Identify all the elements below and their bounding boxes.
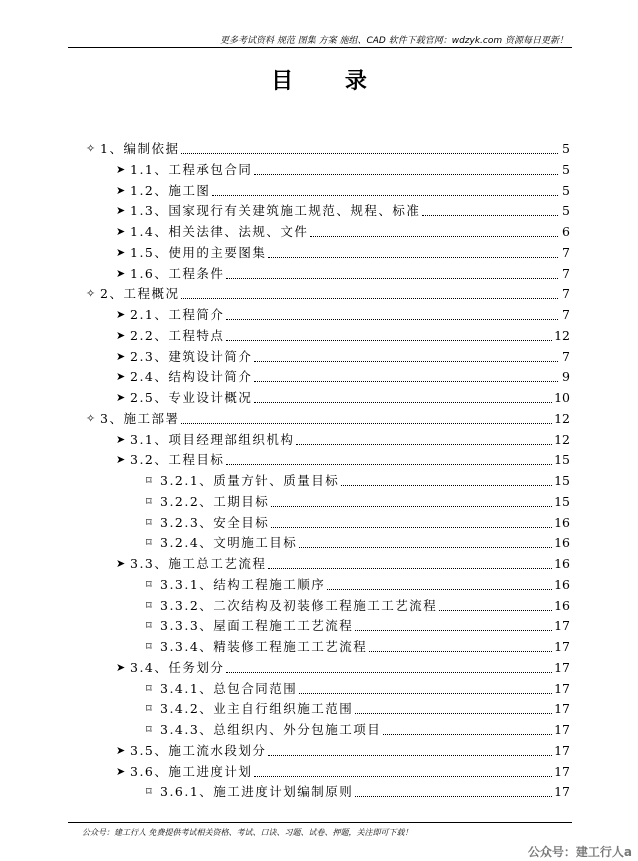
toc-entry-page: 5 bbox=[562, 203, 570, 219]
toc-entry-title: 2.3、建筑设计简介 bbox=[130, 348, 253, 364]
toc-entry[interactable] bbox=[0, 533, 570, 551]
arrow-bullet-icon: ➤ bbox=[116, 266, 126, 280]
toc-entry-page: 17 bbox=[554, 659, 570, 675]
toc-entry[interactable] bbox=[0, 575, 570, 593]
toc-entry-title: 3.4.2、业主自行组织施工范围 bbox=[160, 701, 354, 717]
dot-leader bbox=[422, 214, 558, 216]
toc-entry-title: 3.6、施工进度计划 bbox=[130, 763, 253, 779]
toc-entry[interactable] bbox=[0, 596, 570, 614]
toc-entry-title: 1.1、工程承包合同 bbox=[130, 161, 253, 177]
toc-entry-title: 2、工程概况 bbox=[100, 286, 180, 302]
dot-leader bbox=[226, 277, 558, 279]
toc-entry-title: 1.5、使用的主要图集 bbox=[130, 244, 267, 260]
toc-entry-page: 16 bbox=[554, 576, 570, 592]
toc-entry-page: 5 bbox=[562, 161, 570, 177]
toc-entry-page: 16 bbox=[554, 514, 570, 530]
square-bullet-icon: ⌑ bbox=[146, 619, 152, 633]
toc-entry-page: 7 bbox=[562, 286, 570, 302]
toc-entry[interactable] bbox=[0, 450, 570, 468]
square-bullet-icon: ⌑ bbox=[146, 723, 152, 736]
dot-leader bbox=[181, 297, 558, 299]
toc-entry-title: 3.3、施工总工艺流程 bbox=[130, 556, 267, 571]
square-bullet-icon: ⌑ bbox=[146, 785, 152, 799]
toc-entry-page: 16 bbox=[554, 597, 570, 613]
toc-entry-title: 3.3.3、屋面工程施工工艺流程 bbox=[160, 618, 354, 634]
dot-leader bbox=[310, 235, 558, 237]
dot-leader bbox=[181, 422, 552, 424]
arrow-bullet-icon: ➤ bbox=[116, 557, 126, 570]
arrow-bullet-icon: ➤ bbox=[116, 764, 126, 778]
toc-entry[interactable] bbox=[0, 409, 570, 427]
toc-entry-page: 17 bbox=[554, 742, 570, 758]
dot-leader bbox=[369, 650, 552, 652]
toc-entry-title: 1、编制依据 bbox=[100, 141, 180, 156]
dot-leader bbox=[268, 567, 552, 569]
arrow-bullet-icon: ➤ bbox=[116, 183, 126, 197]
toc-entry-page: 12 bbox=[554, 431, 570, 447]
toc-entry-title: 3.2.2、工期目标 bbox=[160, 493, 270, 509]
arrow-bullet-icon: ➤ bbox=[116, 328, 126, 342]
toc-entry-title: 3.3.1、结构工程施工顺序 bbox=[160, 576, 326, 592]
toc-entry-title: 1.4、相关法律、法规、文件 bbox=[130, 224, 309, 239]
toc-entry-title: 3.3.4、精装修工程施工工艺流程 bbox=[160, 639, 368, 654]
toc-entry-page: 7 bbox=[562, 265, 570, 281]
square-bullet-icon: ⌑ bbox=[146, 640, 152, 653]
arrow-bullet-icon: ➤ bbox=[116, 391, 126, 404]
toc-entry[interactable] bbox=[0, 347, 570, 365]
dot-leader bbox=[355, 712, 552, 714]
toc-entry[interactable] bbox=[0, 367, 570, 385]
dot-leader bbox=[341, 484, 552, 486]
toc-entry-page: 17 bbox=[554, 680, 570, 696]
toc-entry[interactable] bbox=[0, 720, 570, 738]
toc-entry[interactable] bbox=[0, 471, 570, 489]
arrow-bullet-icon: ➤ bbox=[116, 245, 126, 259]
toc-entry[interactable] bbox=[0, 513, 570, 531]
footer-text: 公众号：建工行人 免费提供考试相关资格、考试、口诀、习题、试卷、押题，关注即可下载！ bbox=[82, 828, 413, 837]
toc-entry[interactable] bbox=[0, 222, 570, 240]
toc-entry[interactable] bbox=[0, 201, 570, 219]
toc-entry-page: 17 bbox=[554, 701, 570, 717]
arrow-bullet-icon: ➤ bbox=[116, 162, 126, 176]
dot-leader bbox=[355, 795, 552, 797]
dot-leader bbox=[327, 588, 552, 590]
toc-entry[interactable] bbox=[0, 181, 570, 199]
dot-leader bbox=[439, 609, 552, 611]
toc-entry[interactable] bbox=[0, 616, 570, 634]
toc-entry-page: 17 bbox=[554, 618, 570, 634]
toc-entry[interactable] bbox=[0, 139, 570, 157]
square-bullet-icon: ⌑ bbox=[146, 474, 152, 487]
arrow-bullet-icon: ➤ bbox=[116, 743, 126, 757]
toc-entry-title: 3、施工部署 bbox=[100, 410, 180, 426]
toc-entry-title: 3.3.2、二次结构及初装修工程施工工艺流程 bbox=[160, 597, 438, 613]
toc-entry[interactable] bbox=[0, 160, 570, 178]
toc-entry-page: 17 bbox=[554, 722, 570, 737]
dot-leader bbox=[268, 754, 552, 756]
toc-entry-page: 17 bbox=[554, 763, 570, 779]
toc-entry-title: 3.2.4、文明施工目标 bbox=[160, 535, 298, 551]
toc-entry[interactable] bbox=[0, 264, 570, 282]
toc-entry-page: 10 bbox=[554, 390, 570, 405]
diamond-bullet-icon: ✧ bbox=[86, 287, 96, 301]
toc-entry-page: 17 bbox=[554, 784, 570, 800]
toc-entry[interactable] bbox=[0, 243, 570, 261]
footer-divider bbox=[68, 822, 572, 823]
diamond-bullet-icon: ✧ bbox=[86, 142, 96, 155]
toc-entry-page: 9 bbox=[562, 369, 570, 385]
toc-entry-page: 17 bbox=[554, 639, 570, 654]
dot-leader bbox=[254, 380, 558, 382]
arrow-bullet-icon: ➤ bbox=[116, 225, 126, 238]
toc-entry[interactable] bbox=[0, 762, 570, 780]
dot-leader bbox=[254, 775, 552, 777]
toc-entry-title: 2.5、专业设计概况 bbox=[130, 390, 253, 405]
dot-leader bbox=[296, 443, 552, 445]
dot-leader bbox=[254, 360, 558, 362]
toc-entry-page: 12 bbox=[554, 410, 570, 426]
dot-leader bbox=[226, 463, 552, 465]
toc-entry[interactable] bbox=[0, 284, 570, 302]
toc-entry-page: 15 bbox=[554, 473, 570, 488]
toc-entry[interactable] bbox=[0, 305, 570, 323]
arrow-bullet-icon: ➤ bbox=[116, 453, 126, 467]
toc-entry-page: 7 bbox=[562, 307, 570, 322]
toc-entry[interactable] bbox=[0, 326, 570, 344]
toc-entry-title: 1.2、施工图 bbox=[130, 182, 211, 198]
toc-entry-title: 3.1、项目经理部组织机构 bbox=[130, 431, 295, 447]
header-divider bbox=[68, 47, 572, 48]
dot-leader bbox=[383, 733, 552, 735]
toc-entry-page: 5 bbox=[562, 182, 570, 198]
toc-entry[interactable] bbox=[0, 430, 570, 448]
toc-entry-title: 3.4.1、总包合同范围 bbox=[160, 680, 298, 696]
toc-entry-page: 16 bbox=[554, 556, 570, 571]
toc-entry[interactable] bbox=[0, 554, 570, 572]
toc-entry-title: 2.1、工程简介 bbox=[130, 307, 225, 322]
arrow-bullet-icon: ➤ bbox=[116, 432, 126, 446]
dot-leader bbox=[212, 194, 558, 196]
header-text: 更多考试资料 规范 图集 方案 施组、CAD 软件下载官网：wdzyk.com 资源每日更新！ bbox=[220, 36, 568, 46]
square-bullet-icon: ⌑ bbox=[146, 515, 152, 529]
toc-entry-title: 2.4、结构设计简介 bbox=[130, 369, 253, 385]
arrow-bullet-icon: ➤ bbox=[116, 660, 126, 674]
dot-leader bbox=[299, 692, 552, 694]
dot-leader bbox=[355, 629, 552, 631]
square-bullet-icon: ⌑ bbox=[146, 681, 152, 695]
dot-leader bbox=[254, 401, 552, 403]
toc-entry[interactable] bbox=[0, 679, 570, 697]
watermark: 公众号：建工行人a bbox=[527, 845, 632, 859]
arrow-bullet-icon: ➤ bbox=[116, 349, 126, 363]
square-bullet-icon: ⌑ bbox=[146, 494, 152, 508]
toc-entry-page: 16 bbox=[554, 535, 570, 551]
toc-entry[interactable] bbox=[0, 388, 570, 406]
dot-leader bbox=[226, 318, 558, 320]
toc-entry-title: 3.5、施工流水段划分 bbox=[130, 742, 267, 758]
toc-entry-title: 3.6.1、施工进度计划编制原则 bbox=[160, 784, 354, 800]
toc-entry[interactable] bbox=[0, 699, 570, 717]
diamond-bullet-icon: ✧ bbox=[86, 411, 96, 425]
dot-leader bbox=[271, 505, 552, 507]
toc-entry-page: 12 bbox=[554, 327, 570, 343]
arrow-bullet-icon: ➤ bbox=[116, 204, 126, 218]
toc-entry[interactable] bbox=[0, 741, 570, 759]
toc-entry-title: 2.2、工程特点 bbox=[130, 327, 225, 343]
toc-entry-page: 6 bbox=[562, 224, 570, 239]
toc-entry[interactable] bbox=[0, 782, 570, 800]
toc-entry-title: 3.4.3、总组织内、外分包施工项目 bbox=[160, 722, 382, 737]
toc-entry-page: 15 bbox=[554, 452, 570, 468]
dot-leader bbox=[271, 526, 552, 528]
toc-entry-page: 7 bbox=[562, 348, 570, 364]
toc-entry-page: 5 bbox=[562, 141, 570, 156]
square-bullet-icon: ⌑ bbox=[146, 536, 152, 550]
toc-entry[interactable] bbox=[0, 658, 570, 676]
dot-leader bbox=[254, 173, 558, 175]
toc-entry-page: 15 bbox=[554, 493, 570, 509]
toc-entry-title: 3.2.1、质量方针、质量目标 bbox=[160, 473, 340, 488]
dot-leader bbox=[226, 671, 552, 673]
arrow-bullet-icon: ➤ bbox=[116, 308, 126, 321]
toc-entry-title: 3.2.3、安全目标 bbox=[160, 514, 270, 530]
dot-leader bbox=[181, 152, 558, 154]
square-bullet-icon: ⌑ bbox=[146, 702, 152, 716]
toc-entry-page: 7 bbox=[562, 244, 570, 260]
toc-entry[interactable] bbox=[0, 637, 570, 655]
dot-leader bbox=[268, 256, 558, 258]
arrow-bullet-icon: ➤ bbox=[116, 370, 126, 384]
toc-entry-title: 1.3、国家现行有关建筑施工规范、规程、标准 bbox=[130, 203, 421, 219]
toc-entry-title: 1.6、工程条件 bbox=[130, 265, 225, 281]
square-bullet-icon: ⌑ bbox=[146, 598, 152, 612]
dot-leader bbox=[226, 339, 552, 341]
toc-entry-title: 3.2、工程目标 bbox=[130, 452, 225, 468]
toc-entry-title: 3.4、任务划分 bbox=[130, 659, 225, 675]
toc-entry[interactable] bbox=[0, 492, 570, 510]
dot-leader bbox=[299, 546, 552, 548]
page-title: 目 录 bbox=[271, 69, 389, 94]
square-bullet-icon: ⌑ bbox=[146, 577, 152, 591]
